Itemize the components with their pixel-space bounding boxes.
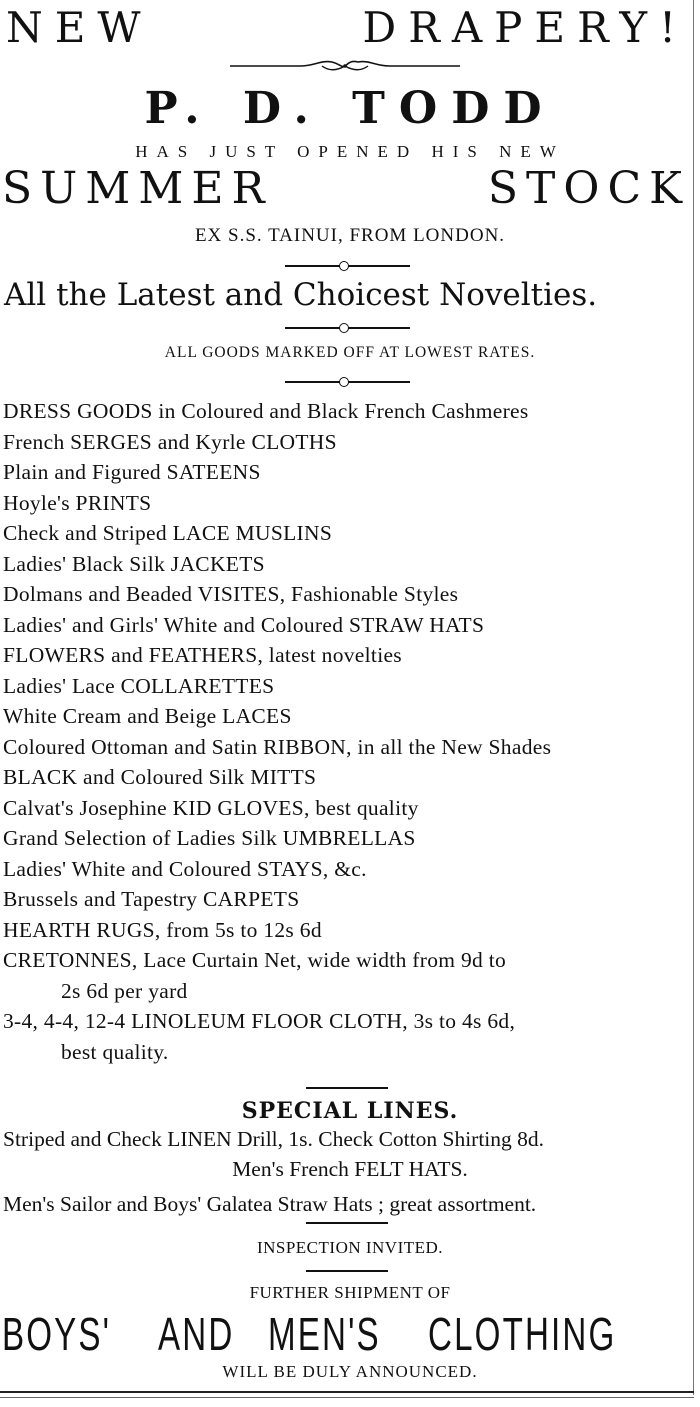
list-item: DRESS GOODS in Coloured and Black French Cashmeres: [3, 399, 529, 423]
list-item: Check and Striped LACE MUSLINS: [3, 521, 333, 545]
list-item: Calvat's Josephine KID GLOVES, best quality: [3, 795, 419, 820]
list-item: Ladies' Black Silk JACKETS: [3, 551, 265, 576]
list-item: HEARTH RUGS, from 5s to 12s 6d: [3, 917, 322, 942]
pricing-note: ALL GOODS MARKED OFF AT LOWEST RATES.: [164, 344, 536, 361]
list-item: Coloured Ottoman and Satin RIBBON, in all the New Shades: [3, 734, 552, 759]
list-item-wrapped: [3, 1006, 695, 1067]
list-item: BLACK and Coloured Silk MITTS: [3, 765, 317, 789]
list-item: Plain and Figured SATEENS: [3, 460, 261, 484]
list-item: Ladies' and Girls' White and Coloured STRAW HATS: [3, 612, 485, 637]
divider: [285, 261, 410, 271]
stock-heading-stock: STOCK: [487, 163, 690, 214]
list-item: Ladies' Lace COLLARETTES: [3, 673, 275, 698]
list-item: French SERGES and Kyrle CLOTHS: [3, 429, 337, 454]
special-line: Striped and Check LINEN Drill, 1s. Check Cotton Shirting 8d.: [3, 1127, 545, 1151]
merchant-name: P. D. TODD: [144, 83, 556, 134]
list-item: Brussels and Tapestry CARPETS: [3, 887, 300, 911]
shipment-line: EX S.S. TAINUI, FROM LONDON.: [194, 225, 506, 246]
divider: [285, 323, 410, 333]
inspection-note: INSPECTION INVITED.: [256, 1238, 444, 1257]
list-item-wrapped: [3, 945, 695, 1006]
clothing-word: MEN'S: [267, 1308, 381, 1360]
list-item: Dolmans and Beaded VISITES, Fashionable Styles: [3, 582, 459, 606]
divider: [306, 1270, 388, 1272]
divider: [306, 1222, 388, 1224]
headline-word-drapery: DRAPERY!: [362, 3, 688, 52]
clothing-heading: [0, 1304, 700, 1364]
goods-list: [3, 396, 695, 1067]
flourish-ornament-icon: [230, 56, 460, 76]
bottom-rule: [0, 1397, 694, 1398]
special-lines-heading: SPECIAL LINES.: [241, 1098, 459, 1124]
tagline: All the Latest and Choicest Novelties.: [4, 277, 598, 313]
subheading: HAS JUST OPENED HIS NEW: [135, 142, 565, 161]
special-line: Men's Sailor and Boys' Galatea Straw Hats ; great assortment.: [3, 1192, 537, 1216]
stock-heading: [0, 164, 700, 214]
clothing-word: CLOTHING: [428, 1308, 617, 1360]
headline-word-new: NEW: [6, 3, 153, 52]
stock-heading-summer: SUMMER: [2, 163, 273, 214]
list-item: White Cream and Beige LACES: [3, 704, 292, 728]
further-shipment: FURTHER SHIPMENT OF: [249, 1283, 451, 1302]
list-item-first-line: CRETONNES, Lace Curtain Net, wide width from 9d to: [3, 948, 507, 972]
list-item-continuation: best quality.: [61, 1039, 169, 1064]
list-item-continuation: 2s 6d per yard: [61, 978, 188, 1003]
list-item: Grand Selection of Ladies Silk UMBRELLAS: [3, 826, 416, 850]
list-item: FLOWERS and FEATHERS, latest novelties: [3, 643, 402, 667]
list-item-first-line: 3-4, 4-4, 12-4 LINOLEUM FLOOR CLOTH, 3s to 4s 6d,: [3, 1009, 516, 1033]
headline: [0, 4, 700, 52]
special-line: Men's French FELT HATS.: [232, 1157, 468, 1181]
clothing-word: AND: [157, 1308, 234, 1360]
list-item: Ladies' White and Coloured STAYS, &c.: [3, 856, 367, 881]
bottom-rule: [0, 1391, 694, 1393]
divider: [306, 1087, 388, 1089]
announcement: WILL BE DULY ANNOUNCED.: [222, 1362, 478, 1381]
divider: [285, 377, 410, 387]
list-item: Hoyle's PRINTS: [3, 490, 152, 515]
clothing-word: BOYS': [2, 1308, 112, 1360]
